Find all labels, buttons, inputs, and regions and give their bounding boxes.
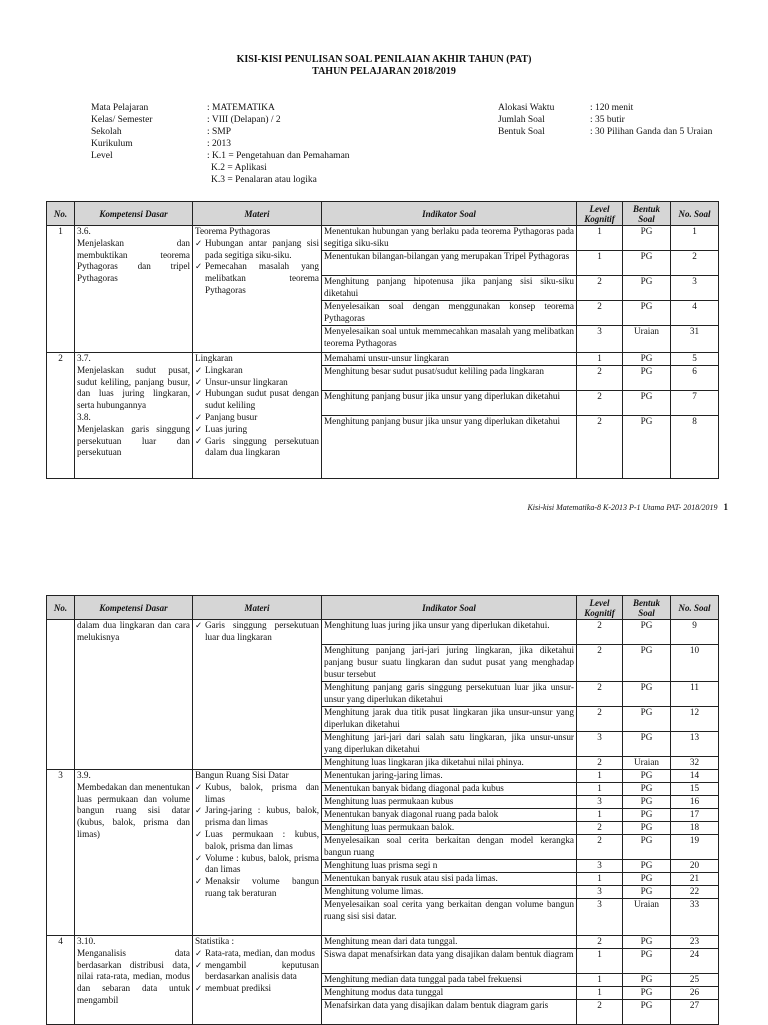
- table-row: [47, 770, 719, 936]
- materi-title: Lingkaran: [195, 353, 233, 363]
- materi-cell: [193, 226, 322, 353]
- nosoal-value: 12: [671, 707, 718, 732]
- nosoal-value: 6: [671, 366, 718, 391]
- level-value: 1: [577, 770, 622, 783]
- nosoal-value: 10: [671, 645, 718, 682]
- meta-right-labels: [498, 102, 554, 138]
- level-cell: [577, 620, 623, 770]
- materi-item: ✓ Rata-rata, median, dan modus: [195, 948, 319, 960]
- header-kd: Kompetensi Dasar: [75, 202, 193, 226]
- level-value: 3: [577, 886, 622, 899]
- materi-item: ✓ Menaksir volume bangun ruang tak beraturan: [195, 876, 319, 900]
- level-value: 3: [597, 899, 602, 909]
- indikator: Memahami unsur-unsur lingkaran: [322, 353, 576, 366]
- meta-value: : 35 butir: [590, 115, 625, 125]
- level-value: 1: [577, 949, 622, 974]
- indikator: Menghitung median data tunggal pada tabel frekuensi: [322, 974, 576, 987]
- meta-label: Kelas/ Semester: [91, 115, 153, 125]
- indikator: Menghitung luas permukaan kubus: [322, 796, 576, 809]
- level-value: 2: [577, 366, 622, 391]
- nosoal-value: 26: [671, 987, 718, 1000]
- header-indikator: Indikator Soal: [322, 596, 577, 620]
- indikator: Menghitung panjang garis singgung persekutuan luar jika unsur-unsur yang diperlukan diketahui: [322, 682, 576, 707]
- indikator: Menyelesaikan soal cerita yang berkaitan dengan volume bangun ruang sisi sisi datar.: [324, 899, 574, 921]
- header-materi: Materi: [193, 596, 322, 620]
- level-value: 1: [577, 251, 622, 276]
- meta-value: : VIII (Delapan) / 2: [207, 115, 281, 125]
- bentuk-value: PG: [623, 226, 670, 251]
- nosoal-value: 4: [671, 301, 718, 326]
- level-cell: [577, 770, 623, 936]
- nosoal-value: 5: [671, 353, 718, 366]
- header-kd: Kompetensi Dasar: [75, 596, 193, 620]
- header-indikator: Indikator Soal: [322, 202, 577, 226]
- bentuk-value: Uraian: [634, 899, 659, 909]
- bentuk-cell: [623, 226, 671, 353]
- indikator: Menyelesaikan soal untuk memmecahkan masalah yang melibatkan teorema Pythagoras: [324, 326, 574, 348]
- level-value: 1: [577, 353, 622, 366]
- bentuk-value: PG: [623, 707, 670, 732]
- indikator: Menghitung volume limas.: [322, 886, 576, 899]
- materi-item: ✓ Volume : kubus, balok, prisma dan limas: [195, 853, 319, 877]
- nosoal-value: 24: [671, 949, 718, 974]
- page-footer: [527, 502, 728, 512]
- header-bentuk: Bentuk Soal: [623, 596, 671, 620]
- kompetensi-cell: [75, 770, 193, 936]
- indikator: Menghitung luas permukaan balok.: [322, 822, 576, 835]
- bentuk-value: PG: [623, 835, 670, 860]
- indikator: Siswa dapat menafsirkan data yang disajikan dalam bentuk diagram: [322, 949, 576, 974]
- kd-code: 3.6.: [77, 226, 91, 236]
- level-cell: [577, 226, 623, 353]
- level-value: 2: [577, 645, 622, 682]
- materi-cell: [193, 620, 322, 770]
- nosoal-value: 1: [671, 226, 718, 251]
- table-row: [47, 936, 719, 1025]
- table-row: [47, 353, 719, 479]
- row-number: [47, 620, 75, 770]
- nosoal-value: 20: [671, 860, 718, 873]
- indikator-cell: [322, 226, 577, 353]
- level-value: 2: [597, 416, 602, 426]
- footer-text: Kisi-kisi Matematika-8 K-2013 P-1 Utama PAT- 2018/2019: [527, 503, 718, 512]
- nosoal-value: 8: [692, 416, 697, 426]
- kd-text: Menjelaskan sudut pusat, sudut keliling, panjang busur, dan luas juring lingkaran, serta hubungannya: [77, 364, 190, 411]
- meta-label: Bentuk Soal: [498, 127, 545, 137]
- indikator-cell: [322, 353, 577, 479]
- row-number: 4: [47, 936, 75, 1025]
- level-value: 1: [577, 873, 622, 886]
- nosoal-value: 25: [671, 974, 718, 987]
- indikator: Menentukan banyak rusuk atau sisi pada limas.: [322, 873, 576, 886]
- meta-value: : 2013: [207, 139, 232, 149]
- document-title: KISI-KISI PENULISAN SOAL PENILAIAN AKHIR TAHUN (PAT): [236, 54, 532, 65]
- kd-text: Menjelaskan garis singgung persekutuan luar dan persekutuan: [77, 423, 190, 458]
- nosoal-cell: [671, 770, 719, 936]
- header-no: No.: [47, 202, 75, 226]
- materi-item: ✓ Garis singgung persekutuan luar dua lingkaran: [195, 620, 319, 644]
- meta-label: Kurikulum: [91, 139, 133, 149]
- materi-cell: [193, 353, 322, 479]
- meta-value: : 120 menit: [590, 103, 634, 113]
- materi-item: ✓ Panjang busur: [195, 412, 319, 424]
- nosoal-value: 9: [671, 620, 718, 645]
- header-no: No.: [47, 596, 75, 620]
- bentuk-value: PG: [623, 809, 670, 822]
- kd-text: Menganalisis data berdasarkan distribusi data, nilai rata-rata, median, modus dan sebaran data untuk mengambil: [77, 947, 190, 1005]
- materi-title: Teorema Pythagoras: [195, 226, 271, 236]
- header-nosoal: No. Soal: [671, 202, 719, 226]
- materi-item: ✓ Luas permukaan : kubus, balok, prisma dan limas: [195, 829, 319, 853]
- materi-item: ✓ Kubus, balok, prisma dan limas: [195, 782, 319, 806]
- indikator: Menghitung jari-jari dari salah satu lingkaran, jika unsur-unsur yang diperlukan diketahui: [322, 732, 576, 757]
- bentuk-value: PG: [623, 783, 670, 796]
- indikator: Menghitung panjang hipotenusa jika panjang sisi siku-siku diketahui: [322, 276, 576, 301]
- bentuk-value: PG: [623, 987, 670, 1000]
- materi-item: ✓ Luas juring: [195, 424, 319, 436]
- bentuk-value: PG: [623, 974, 670, 987]
- header-bentuk: Bentuk Soal: [623, 202, 671, 226]
- level-value: 2: [577, 276, 622, 301]
- indikator: Menentukan banyak diagonal ruang pada balok: [322, 809, 576, 822]
- materi-item: ✓ Pemecahan masalah yang melibatkan teorema Pythagoras: [195, 261, 319, 296]
- materi-item: ✓ Garis singgung persekutuan dalam dua lingkaran: [195, 436, 319, 460]
- header-level: Level Kognitif: [577, 596, 623, 620]
- nosoal-value: 18: [671, 822, 718, 835]
- bentuk-value: PG: [623, 860, 670, 873]
- indikator: Menyelesaikan soal dengan menggunakan konsep teorema Pythagoras: [322, 301, 576, 326]
- level-cell: [577, 353, 623, 479]
- level-value: 1: [577, 783, 622, 796]
- nosoal-value: 31: [689, 326, 700, 336]
- materi-item: ✓ Lingkaran: [195, 365, 319, 377]
- nosoal-value: 3: [671, 276, 718, 301]
- meta-label: Level: [91, 151, 113, 161]
- bentuk-value: PG: [623, 936, 670, 949]
- materi-item: ✓ mengambil keputusan berdasarkan analisis data: [195, 960, 319, 984]
- materi-item: ✓ membuat prediksi: [195, 983, 319, 995]
- header-materi: Materi: [193, 202, 322, 226]
- indikator: Menyelesaikan soal cerita berkaitan dengan model kerangka bangun ruang: [322, 835, 576, 860]
- indikator: Menghitung modus data tunggal: [322, 987, 576, 1000]
- nosoal-value: 13: [671, 732, 718, 757]
- nosoal-value: 11: [671, 682, 718, 707]
- row-number: 2: [47, 353, 75, 479]
- indikator-cell: [322, 770, 577, 936]
- indikator: Menghitung panjang busur jika unsur yang diperlukan diketahui: [322, 391, 576, 416]
- level-value: 2: [577, 822, 622, 835]
- bentuk-value: PG: [623, 732, 670, 757]
- kisi-table-page-1: [46, 201, 719, 479]
- level-value: 2: [597, 757, 602, 767]
- bentuk-value: PG: [623, 391, 670, 416]
- nosoal-value: 7: [671, 391, 718, 416]
- indikator: Menghitung luas juring jika unsur yang diperlukan diketahui.: [322, 620, 576, 645]
- bentuk-value: PG: [623, 873, 670, 886]
- nosoal-cell: [671, 353, 719, 479]
- level-value: 3: [577, 796, 622, 809]
- materi-item: ✓ Jaring-jaring : kubus, balok, prisma dan limas: [195, 805, 319, 829]
- nosoal-cell: [671, 620, 719, 770]
- page-2: [0, 575, 768, 1024]
- materi-cell: [193, 936, 322, 1025]
- kisi-table-page-2: [46, 595, 719, 1025]
- level-value: 2: [577, 301, 622, 326]
- indikator: Menghitung jarak dua titik pusat lingkaran jika unsur-unsur yang diperlukan diketahui: [322, 707, 576, 732]
- row-number: 1: [47, 226, 75, 353]
- row-number: 3: [47, 770, 75, 936]
- bentuk-value: PG: [623, 682, 670, 707]
- indikator: Menghitung besar sudut pusat/sudut keliling pada lingkaran: [322, 366, 576, 391]
- bentuk-value: PG: [623, 796, 670, 809]
- nosoal-value: 16: [671, 796, 718, 809]
- table-row: [47, 226, 719, 353]
- bentuk-cell: [623, 353, 671, 479]
- level-value: 2: [577, 620, 622, 645]
- indikator: Menentukan bilangan-bilangan yang merupakan Tripel Pythagoras: [322, 251, 576, 276]
- materi-cell: [193, 770, 322, 936]
- nosoal-value: 19: [671, 835, 718, 860]
- indikator: Menafsirkan data yang disajikan dalam bentuk diagram garis: [324, 1000, 549, 1010]
- bentuk-value: PG: [623, 620, 670, 645]
- nosoal-value: 2: [671, 251, 718, 276]
- bentuk-value: Uraian: [634, 757, 659, 767]
- meta-label: Jumlah Soal: [498, 115, 545, 125]
- indikator: Menghitung luas lingkaran jika diketahui nilai phinya.: [324, 757, 524, 767]
- bentuk-value: PG: [623, 645, 670, 682]
- kompetensi-cell: [75, 226, 193, 353]
- level-value: 2: [577, 936, 622, 949]
- nosoal-value: 33: [689, 899, 700, 909]
- materi-item: ✓ Unsur-unsur lingkaran: [195, 377, 319, 389]
- bentuk-value: PG: [623, 276, 670, 301]
- meta-left-labels: [91, 102, 152, 162]
- level-cell: [577, 936, 623, 1025]
- level-value: 1: [577, 809, 622, 822]
- meta-value: K.2 = Aplikasi: [211, 163, 267, 173]
- meta-value: K.3 = Penalaran atau logika: [211, 175, 317, 185]
- meta-label: Mata Pelajaran: [91, 103, 149, 113]
- nosoal-value: 32: [689, 757, 700, 767]
- indikator: Menghitung luas prisma segi n: [322, 860, 576, 873]
- nosoal-value: 27: [689, 1000, 700, 1010]
- level-value: 1: [577, 974, 622, 987]
- meta-value: : MATEMATIKA: [207, 103, 275, 113]
- nosoal-cell: [671, 226, 719, 353]
- bentuk-value: PG: [640, 1000, 653, 1010]
- nosoal-cell: [671, 936, 719, 1025]
- kompetensi-cell: [75, 620, 193, 770]
- meta-label: Sekolah: [91, 127, 122, 137]
- meta-value: : K.1 = Pengetahuan dan Pemahaman: [207, 151, 350, 161]
- level-value: 3: [577, 860, 622, 873]
- table-row: [47, 620, 719, 770]
- page-gap: [0, 520, 768, 575]
- nosoal-value: 17: [671, 809, 718, 822]
- header-level: Level Kognitif: [577, 202, 623, 226]
- indikator: Menentukan hubungan yang berlaku pada teorema Pythagoras pada segitiga siku-siku: [322, 226, 576, 251]
- indikator: Menghitung panjang busur jika unsur yang diperlukan diketahui: [324, 416, 561, 426]
- indikator: Menghitung mean dari data tunggal.: [322, 936, 576, 949]
- bentuk-value: PG: [623, 949, 670, 974]
- level-value: 2: [577, 835, 622, 860]
- level-value: 1: [577, 987, 622, 1000]
- kompetensi-cell: [75, 936, 193, 1025]
- bentuk-value: PG: [640, 416, 653, 426]
- bentuk-value: PG: [623, 251, 670, 276]
- level-value: 2: [577, 391, 622, 416]
- nosoal-value: 22: [671, 886, 718, 899]
- meta-left-values: [207, 102, 350, 186]
- bentuk-cell: [623, 620, 671, 770]
- bentuk-value: PG: [623, 353, 670, 366]
- bentuk-value: Uraian: [634, 326, 659, 336]
- indikator: Menentukan banyak bidang diagonal pada kubus: [322, 783, 576, 796]
- kd-code: 3.7.: [77, 353, 91, 363]
- meta-value: : SMP: [207, 127, 232, 137]
- kd-code: 3.8.: [77, 411, 91, 422]
- kd-text: Membedakan dan menentukan luas permukaan dan volume bangun ruang sisi datar (kubus, balok, prisma dan limas): [77, 781, 190, 839]
- level-value: 3: [597, 326, 602, 336]
- level-value: 3: [577, 732, 622, 757]
- materi-item: ✓ Hubungan antar panjang sisi pada segitiga siku-siku.: [195, 238, 319, 262]
- nosoal-value: 15: [671, 783, 718, 796]
- meta-value: : 30 Pilihan Ganda dan 5 Uraian: [590, 127, 713, 137]
- materi-item: ✓ Hubungan sudut pusat dengan sudut keliling: [195, 388, 319, 412]
- bentuk-value: PG: [623, 366, 670, 391]
- bentuk-value: PG: [623, 886, 670, 899]
- header-nosoal: No. Soal: [671, 596, 719, 620]
- kd-code: 3.10.: [77, 936, 96, 946]
- kd-text: dalam dua lingkaran dan cara melukisnya: [77, 620, 190, 642]
- indikator: Menentukan jaring-jaring limas.: [322, 770, 576, 783]
- bentuk-value: PG: [623, 770, 670, 783]
- bentuk-value: PG: [623, 301, 670, 326]
- meta-label: Alokasi Waktu: [498, 103, 555, 113]
- nosoal-value: 23: [671, 936, 718, 949]
- indikator-cell: [322, 936, 577, 1025]
- nosoal-value: 21: [671, 873, 718, 886]
- document-subtitle: TAHUN PELAJARAN 2018/2019: [312, 66, 456, 77]
- materi-title: Bangun Ruang Sisi Datar: [195, 770, 289, 780]
- level-value: 1: [577, 226, 622, 251]
- bentuk-value: PG: [623, 822, 670, 835]
- level-value: 2: [597, 1000, 602, 1010]
- indikator-cell: [322, 620, 577, 770]
- bentuk-cell: [623, 770, 671, 936]
- indikator: Menghitung panjang jari-jari juring lingkaran, jika diketahui panjang busur suatu lingkaran dan sudut pusat yang menghadap busur tersebut: [322, 645, 576, 682]
- materi-title: Statistika :: [195, 936, 235, 946]
- level-value: 2: [577, 707, 622, 732]
- meta-right-values: [590, 102, 712, 138]
- kompetensi-cell: [75, 353, 193, 479]
- page-number: 1: [723, 502, 728, 512]
- level-value: 2: [577, 682, 622, 707]
- kd-code: 3.9.: [77, 770, 91, 780]
- kd-text: Menjelaskan dan membuktikan teorema Pythagoras dan tripel Pythagoras: [77, 237, 190, 284]
- nosoal-value: 14: [671, 770, 718, 783]
- bentuk-cell: [623, 936, 671, 1025]
